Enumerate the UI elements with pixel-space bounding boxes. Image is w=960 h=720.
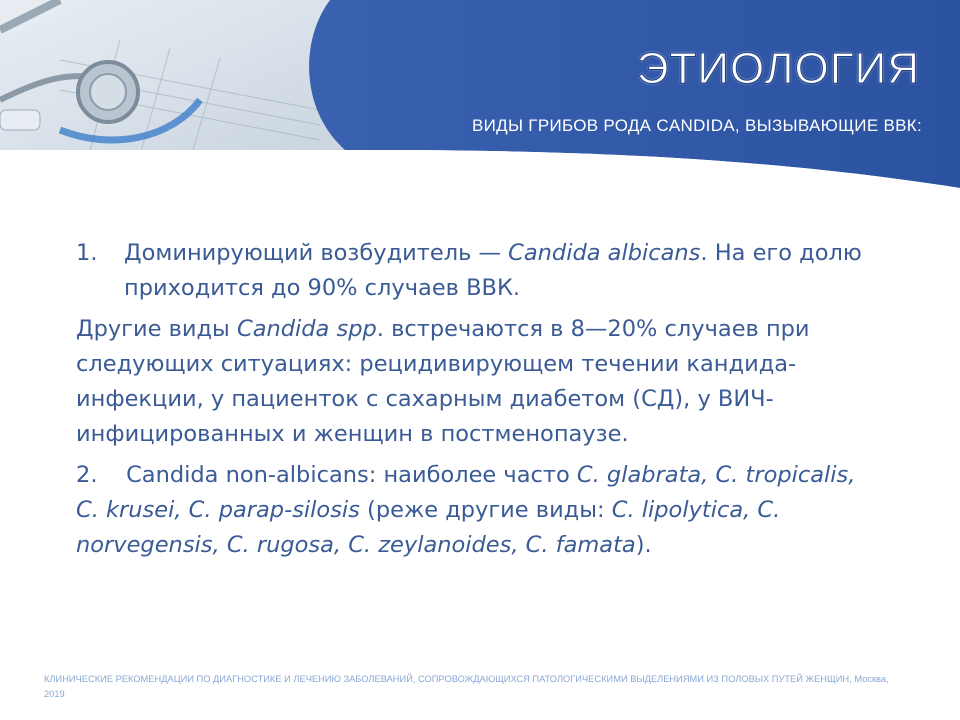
list-item-1 [76,236,876,306]
list-item-2: 2. Candida non-albicans: наиболее часто C. glabrata, C. tropicalis, C. krusei, C. parap-silosis (реже другие виды: C. lipolytica, C. norvegensis, C. rugosa, C. zeylanoides, C. famata). [76,462,856,558]
header-banner [0,0,960,200]
content-body [76,236,876,563]
footer-citation: КЛИНИЧЕСКИЕ РЕКОМЕНДАЦИИ ПО ДИАГНОСТИКЕ И ЛЕЧЕНИЮ ЗАБОЛЕВАНИЙ, СОПРОВОЖДАЮЩИХСЯ ПАТОЛОГИЧЕСКИМИ ВЫДЕЛЕНИЯМИ ИЗ ПОЛОВЫХ ПУТЕЙ ЖЕНЩИН, Москва, 2019 [44,674,889,699]
list-number: 1. [76,240,98,266]
slide-subtitle: ВИДЫ ГРИБОВ РОДА CANDIDA, ВЫЗЫВАЮЩИЕ ВВК: [471,116,922,135]
list-item-text: Доминирующий возбудитель — Candida albicans. На его долю приходится до 90% случаев ВВК. [124,240,862,301]
list-number: 2. [76,462,98,488]
slide-title: ЭТИОЛОГИЯ [636,44,920,93]
paragraph-other-species: Другие виды Candida spp. встречаются в 8—20% случаев при следующих ситуациях: рецидивирующем течении кандида-инфекции, у пациенток с сахарным диабетом (СД), у ВИЧ-инфицированных и женщин в постменопаузе. [76,316,810,447]
stethoscope-photo-icon [0,0,360,160]
